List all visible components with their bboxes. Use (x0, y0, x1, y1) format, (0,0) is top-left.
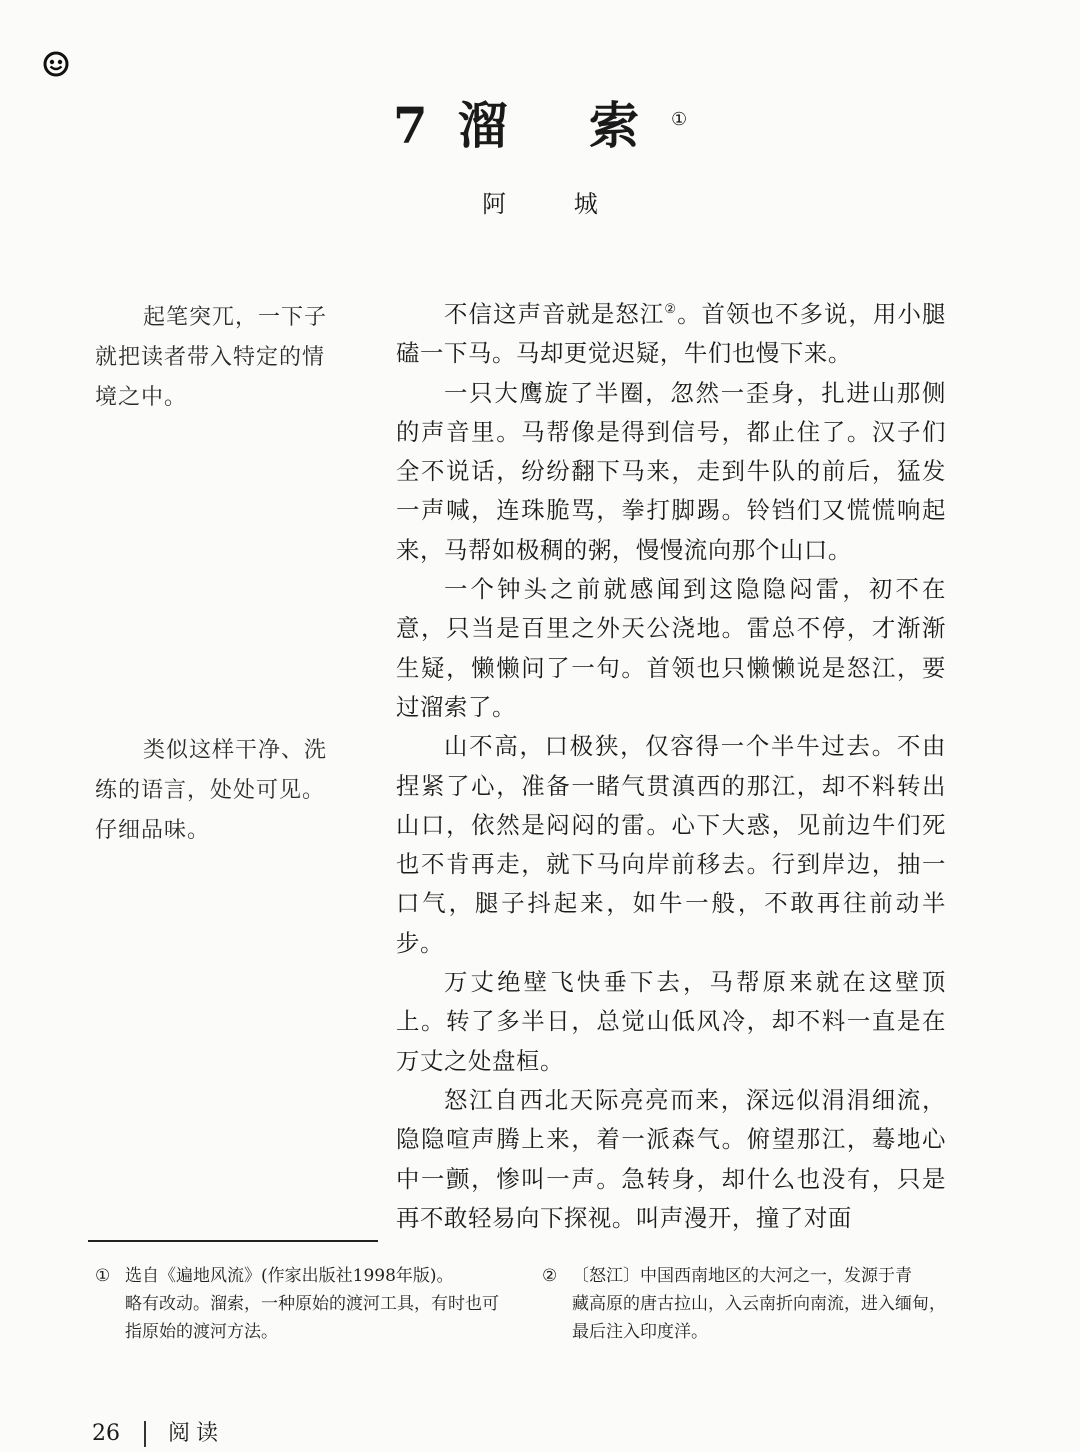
lesson-number: 7 (392, 96, 430, 155)
page-number: 26 (92, 1421, 120, 1446)
footnote-number: ② (542, 1266, 558, 1286)
margin-note: 起笔突兀，一下子就把读者带入特定的情境之中。 (95, 305, 328, 410)
smiley-face-icon (43, 51, 69, 77)
footnote-number: ① (95, 1266, 111, 1286)
footnote-divider (88, 1240, 378, 1242)
main-text (396, 295, 946, 1238)
paragraph: 不信这声音就是怒江②。首领也不多说，用小腿磕一下马。马却更觉迟疑，牛们也慢下来。 (396, 300, 946, 368)
page-footer (92, 1420, 224, 1448)
margin-note: 类似这样干净、洗练的语言，处处可见。仔细品味。 (95, 738, 328, 843)
lesson-title (0, 96, 1080, 156)
paragraph: 万丈绝壁飞快垂下去，马帮原来就在这壁顶上。转了多半日，总觉山低风冷，却不料一直是在万丈之处盘桓。 (396, 968, 946, 1075)
footer-divider (144, 1421, 146, 1447)
paragraph: 山不高，口极狭，仅容得一个半牛过去。不由捏紧了心，准备一睹气贯滇西的那江，却不料转出山口，依然是闷闷的雷。心下大惑，见前边牛们死也不肯再走，就下马向岸前移去。行到岸边，抽一口气，腿子抖起来，如牛一般，不敢再往前动半步。 (396, 732, 946, 957)
paragraph: 一只大鹰旋了半圈，忽然一歪身，扎进山那侧的声音里。马帮像是得到信号，都止住了。汉子们全不说话，纷纷翻下马来，走到牛队的前后，猛发一声喊，连珠脆骂，拳打脚踢。铃铛们又慌慌响起来，马帮如极稠的粥，慢慢流向那个山口。 (396, 378, 946, 564)
lesson-name: 溜 索 (457, 96, 672, 155)
author: 阿 城 (482, 190, 628, 218)
section-name: 阅读 (168, 1421, 225, 1446)
paragraph: 怒江自西北天际亮亮而来，深远似涓涓细流，隐隐喧声腾上来，着一派森气。俯望那江，蓦地心中一颤，惨叫一声。急转身，却什么也没有，只是再不敢轻易向下探视。叫声漫开，撞了对面 (396, 1085, 946, 1232)
footnote: ① 选自《遍地风流》(作家出版社1998年版)。 略有改动。溜索，一种原始的渡河工具，有时也可指原始的渡河方法。 (95, 1262, 515, 1346)
footnote-mark[interactable]: ② (664, 302, 678, 318)
title-footnote-mark[interactable]: ① (671, 109, 688, 130)
footnote: ② 〔怒江〕中国西南地区的大河之一，发源于青 藏高原的唐古拉山，入云南折向南流，进入缅甸，最后注入印度洋。 (542, 1262, 952, 1346)
paragraph: 一个钟头之前就感闻到这隐隐闷雷，初不在意，只当是百里之外天公浇地。雷总不停，才渐渐生疑，懒懒问了一句。首领也只懒懒说是怒江，要过溜索了。 (396, 575, 946, 721)
